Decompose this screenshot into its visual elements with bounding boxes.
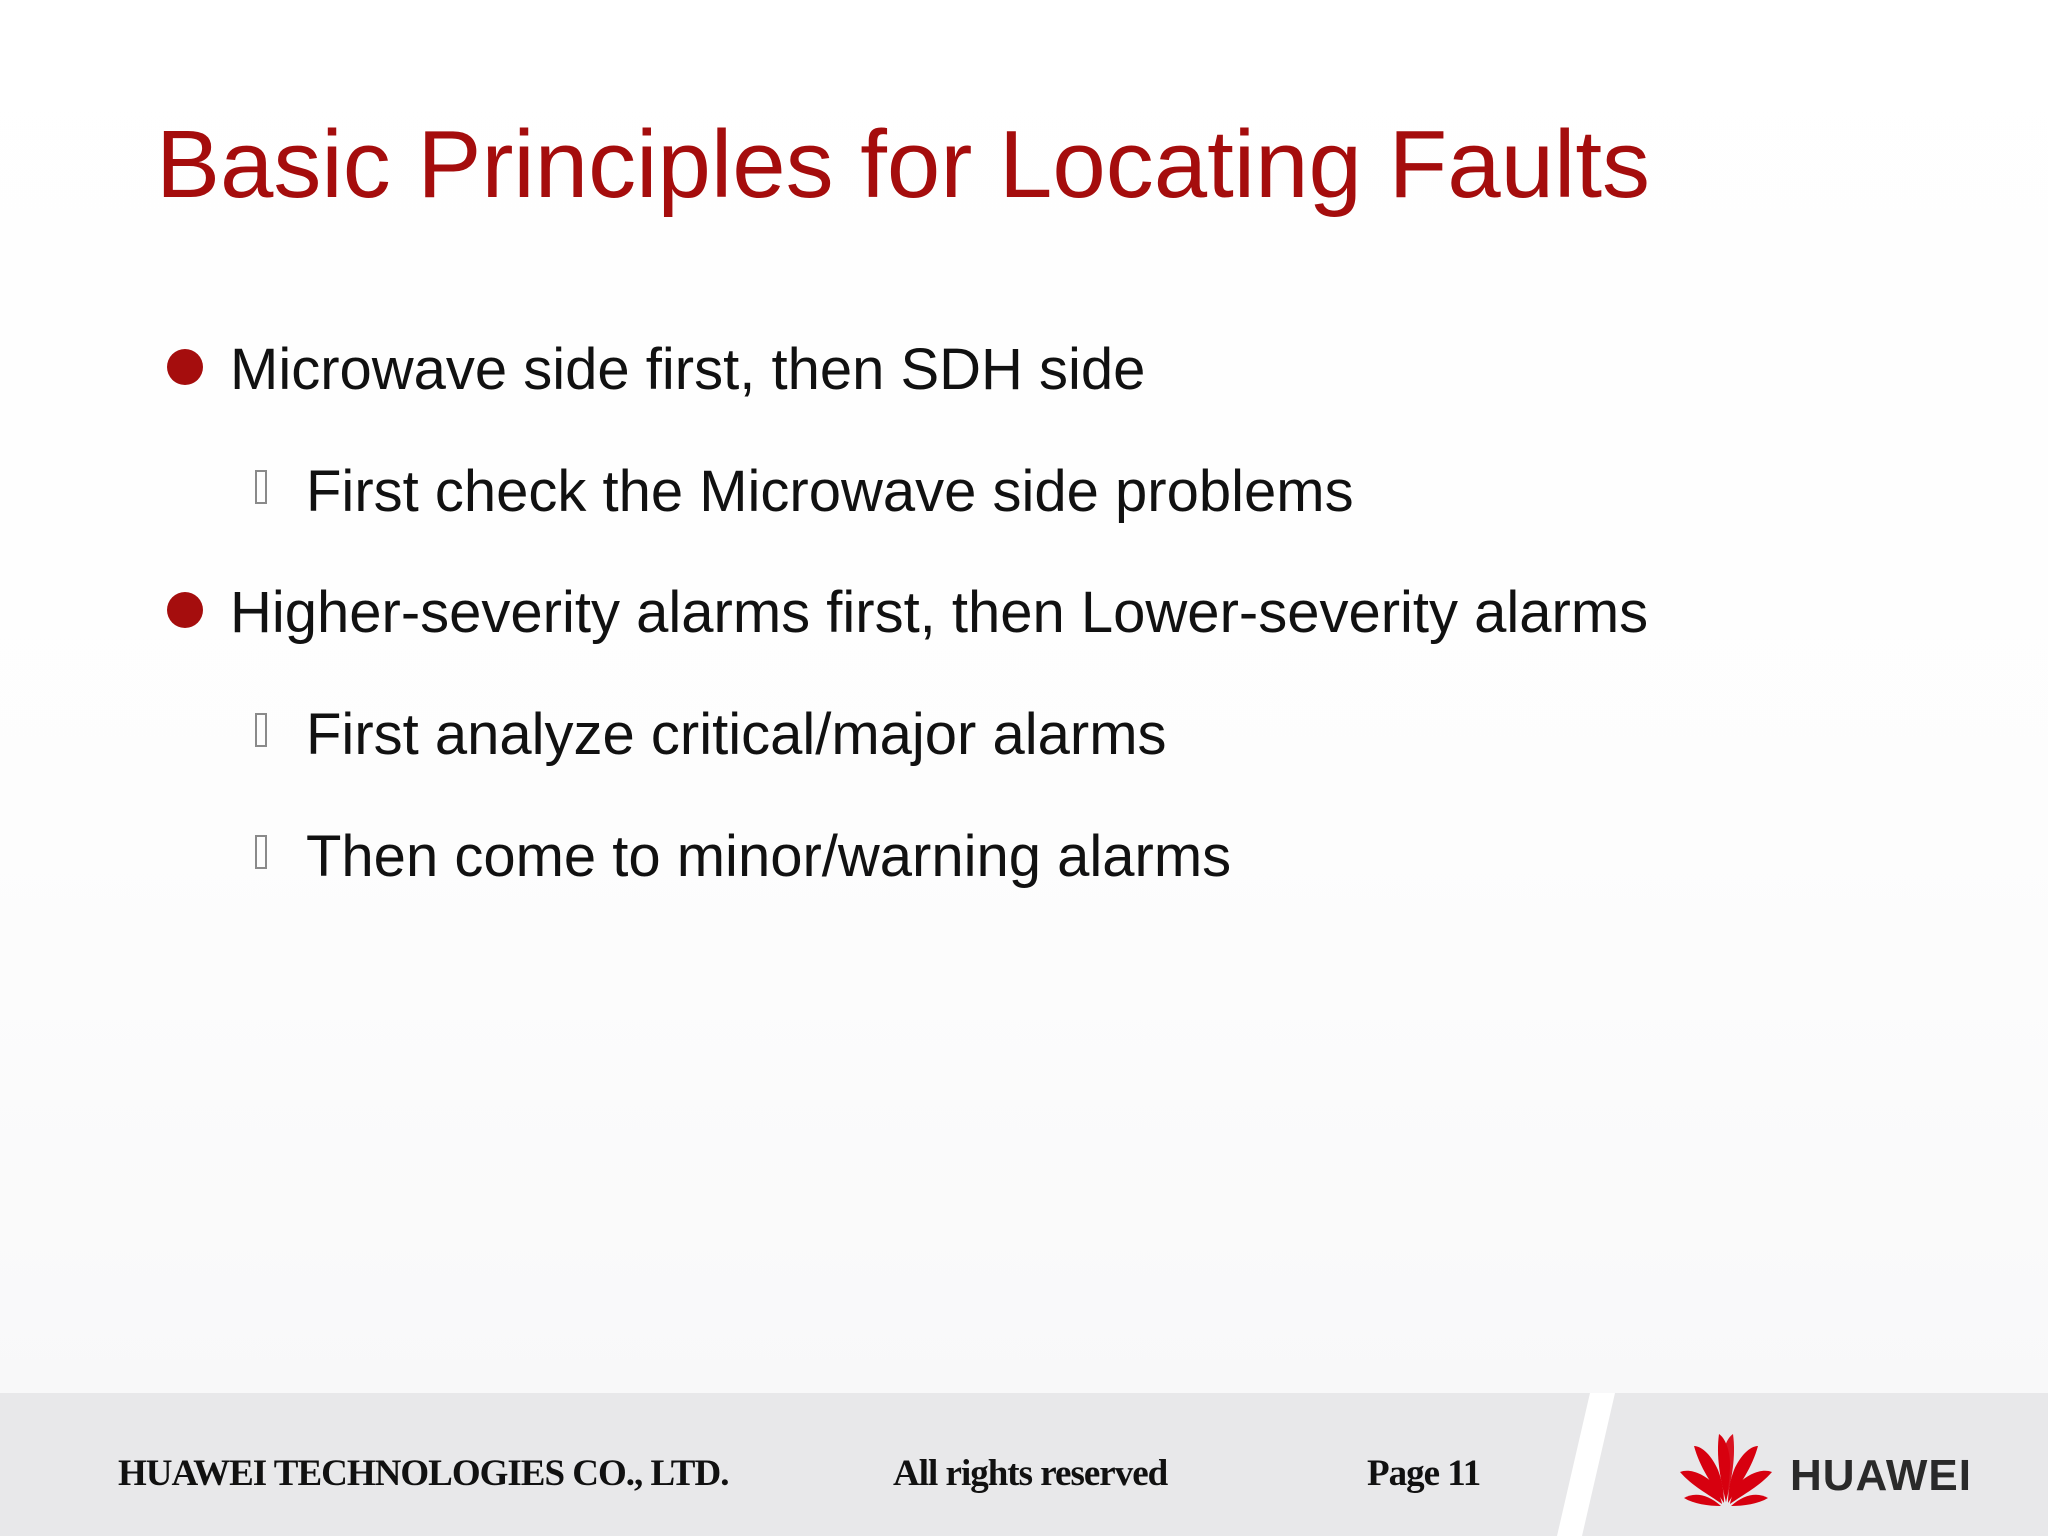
footer-rights: All rights reserved [893,1453,1168,1494]
huawei-logo-icon [1676,1428,1776,1508]
bullet-dot-icon [167,592,203,628]
sub-bullet-box-icon [255,835,267,869]
footer-page-number: Page 11 [1367,1453,1481,1494]
sub-bullet-text: First check the Microwave side problems [306,459,1354,524]
sub-bullet-text: Then come to minor/warning alarms [306,824,1232,889]
slide-title: Basic Principles for Locating Faults [156,111,1650,218]
bullet-dot-icon [167,349,203,385]
sub-bullet-text: First analyze critical/major alarms [306,702,1167,767]
bullet-text: Microwave side first, then SDH side [230,337,1146,402]
sub-bullet-box-icon [255,713,267,747]
bullet-text: Higher-severity alarms first, then Lower-severity alarms [230,580,1649,645]
sub-bullet-box-icon [255,470,267,504]
footer-company: HUAWEI TECHNOLOGIES CO., LTD. [118,1453,729,1494]
huawei-logo-text: HUAWEI [1790,1451,1972,1500]
